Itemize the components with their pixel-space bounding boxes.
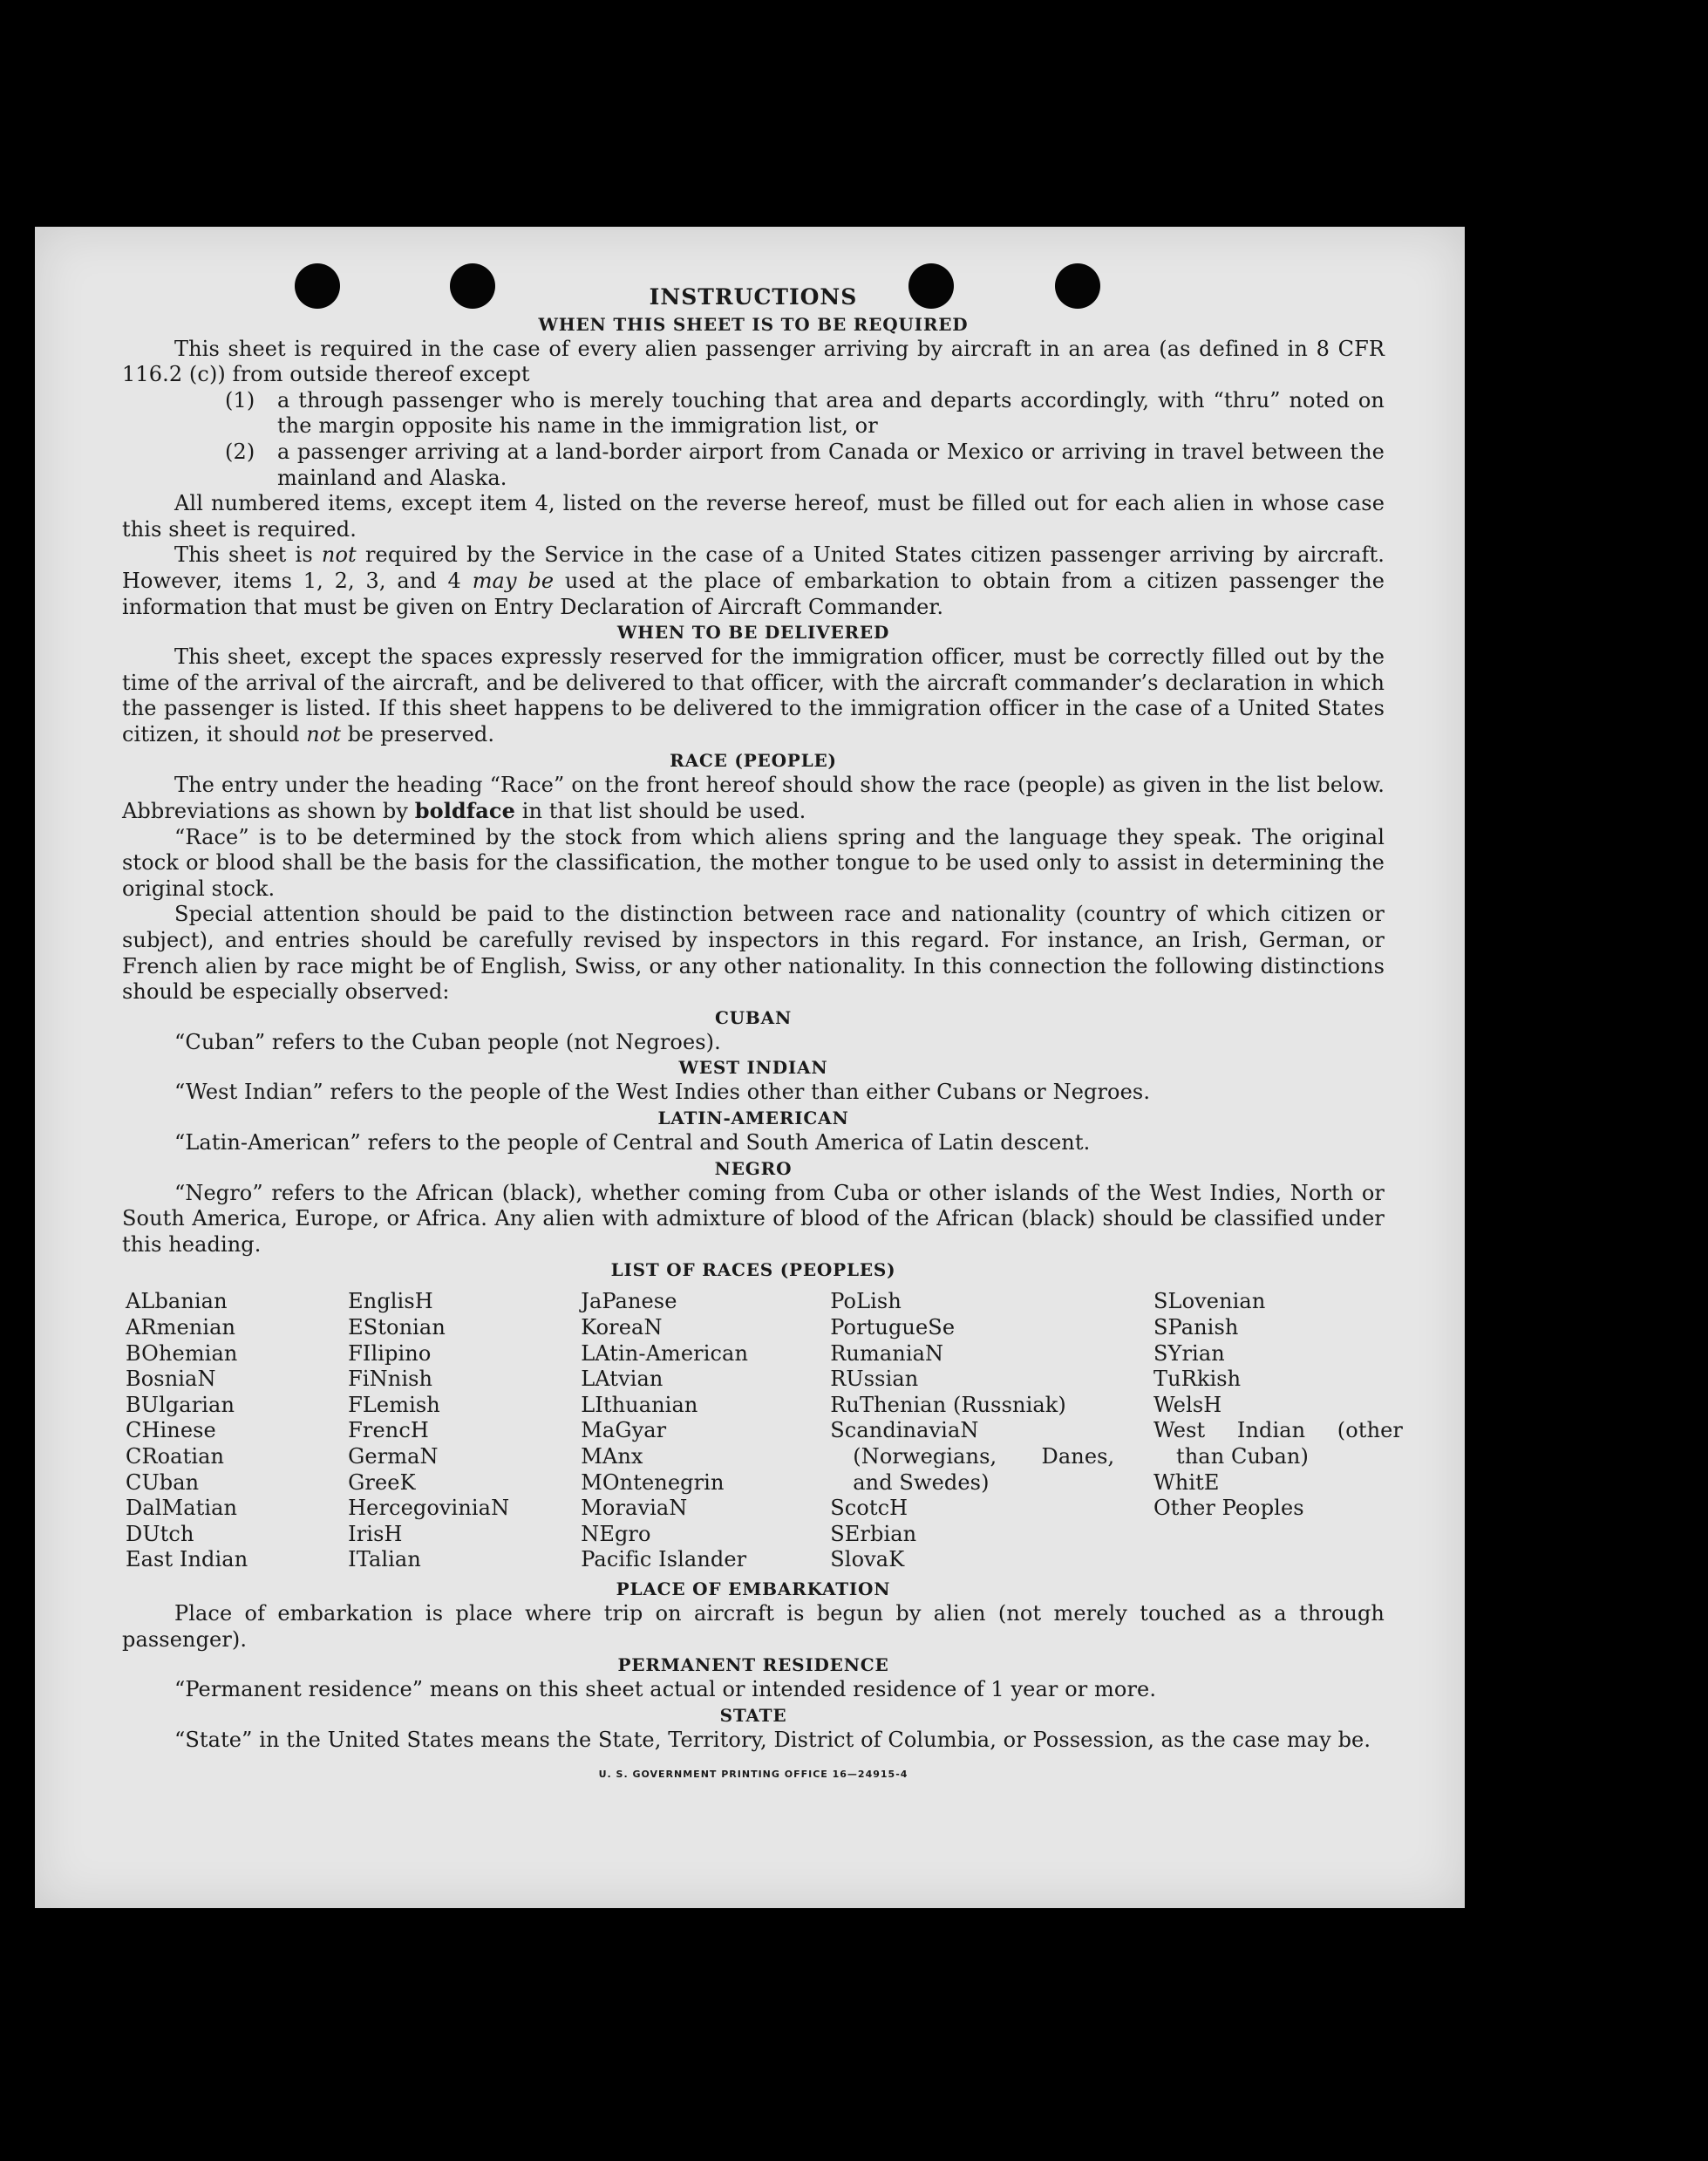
race-item: GermaN (348, 1443, 439, 1469)
races-column-1 (122, 1289, 348, 1573)
page-title: INSTRUCTIONS (649, 284, 858, 310)
race-item: LAtin-American (581, 1340, 749, 1366)
exception-item-2 (122, 440, 1385, 491)
races-column-2 (348, 1289, 581, 1573)
races-list (122, 1289, 1403, 1573)
citizen-paragraph: This sheet is not required by the Service in the case of a United States citizen passenger arriving by aircraft. However, items 1, 2, 3, and 4 may be used at the place of embarkation to obtain from a citizen passenger the information that must be given on Entry Declaration of Aircraft Commander. (122, 542, 1385, 619)
race-item: SlovaK (830, 1547, 905, 1572)
race-item: RuThenian (Russniak) (830, 1392, 1066, 1417)
race-item: Pacific Islander (581, 1547, 747, 1572)
race-paragraph-2: “Race” is to be determined by the stock from which aliens spring and the language they speak. The original stock or blood shall be the basis for the classification, the mother tongue to be used only to assist in determining the original stock. (122, 824, 1385, 901)
race-item: West Indian (other than Cuban) (1153, 1418, 1403, 1469)
cuban-text: “Cuban” refers to the Cuban people (not Negroes). (174, 1029, 721, 1054)
section-heading-latin-american: LATIN-AMERICAN (657, 1108, 849, 1129)
race-item: ALbanian (126, 1289, 228, 1314)
race-item: LAtvian (581, 1367, 663, 1392)
race-item: EStonian (348, 1315, 446, 1340)
race-item: SLovenian (1153, 1289, 1266, 1314)
race-item: MaGyar (581, 1418, 667, 1443)
when-delivered-text: This sheet, except the spaces expressly reserved for the immigration officer, must be correctly filled out by the time of the arrival of the aircraft, and be delivered to that officer, with the aircraft commander’s declaration in which the passenger is listed. If this sheet happens to be delivered to the immigration officer in the case of a United States citizen, it should not be preserved. (122, 644, 1385, 746)
race-item: MOntenegrin (581, 1469, 725, 1495)
negro-text: “Negro” refers to the African (black), whether coming from Cuba or other islands of the West Indies, North or South America, Europe, or Africa. Any alien with admixture of blood of the African (black) should be classified under this heading. (122, 1180, 1385, 1257)
race-item: MAnx (581, 1443, 643, 1469)
race-item: BosniaN (126, 1367, 216, 1392)
race-item: BOhemian (126, 1340, 238, 1366)
item-number: (1) (225, 387, 255, 412)
race-item: SPanish (1153, 1315, 1239, 1340)
race-item: NEgro (581, 1521, 651, 1546)
item-number: (2) (225, 439, 255, 464)
item-text: a through passenger who is merely touching that area and departs accordingly, with “thru” noted on the margin opposite his name in the immigration list, or (277, 387, 1385, 439)
race-item: TuRkish (1153, 1367, 1242, 1392)
race-item: East Indian (126, 1547, 248, 1572)
instructions-content (122, 284, 1403, 1788)
race-item: ScandinaviaN (Norwegians, Danes, and Swedes) (830, 1418, 1115, 1495)
printing-office-footer: U. S. GOVERNMENT PRINTING OFFICE 16—24915-4 (598, 1769, 908, 1781)
section-heading-cuban: CUBAN (714, 1006, 793, 1028)
latin-american-text: “Latin-American” refers to the people of Central and South America of Latin descent. (174, 1130, 1091, 1155)
item-text: a passenger arriving at a land-border airport from Canada or Mexico or arriving in travel between the mainland and Alaska. (277, 439, 1385, 490)
race-item: FiNnish (348, 1367, 433, 1392)
section-heading-when-delivered: WHEN TO BE DELIVERED (616, 622, 890, 644)
race-item: KoreaN (581, 1315, 663, 1340)
race-item: FIlipino (348, 1340, 432, 1366)
document-sheet (35, 227, 1465, 1908)
section-heading-when-required: WHEN THIS SHEET IS TO BE REQUIRED (538, 313, 969, 335)
race-item: CUban (126, 1469, 200, 1495)
race-item: SErbian (830, 1521, 917, 1546)
exception-item-1 (122, 388, 1385, 440)
section-heading-west-indian: WEST INDIAN (678, 1057, 828, 1079)
section-heading-state: STATE (719, 1704, 787, 1726)
race-item: PortugueSe (830, 1315, 956, 1340)
race-item: BUlgarian (126, 1392, 235, 1417)
races-column-3 (581, 1289, 830, 1573)
race-item: HercegoviniaN (348, 1496, 510, 1521)
race-item: GreeK (348, 1469, 416, 1495)
west-indian-text: “West Indian” refers to the people of the West Indies other than either Cubans or Negroes. (174, 1080, 1151, 1105)
race-item: RUssian (830, 1367, 919, 1392)
state-text: “State” in the United States means the State, Territory, District of Columbia, or Possession, as the case may be. (174, 1727, 1371, 1752)
race-item: CHinese (126, 1418, 216, 1443)
race-item: ITalian (348, 1547, 421, 1572)
section-heading-embarkation: PLACE OF EMBARKATION (616, 1578, 891, 1599)
races-column-4 (830, 1289, 1153, 1573)
race-paragraph-3: Special attention should be paid to the distinction between race and nationality (country of which citizen or subject), and entries should be carefully revised by inspectors in this regard. For instance, an Irish, German, or French alien by race might be of English, Swiss, or any other nationality. In this connection the following distinctions should be especially observed: (122, 902, 1385, 1005)
race-item: WhitE (1153, 1469, 1220, 1495)
race-item: DalMatian (126, 1496, 238, 1521)
race-item: SYrian (1153, 1340, 1225, 1366)
embarkation-text: Place of embarkation is place where trip on aircraft is begun by alien (not merely touched as a through passenger). (122, 1600, 1385, 1652)
race-item: DUtch (126, 1521, 194, 1546)
race-item: FrencH (348, 1418, 429, 1443)
race-item: ARmenian (126, 1315, 236, 1340)
race-item: CRoatian (126, 1443, 225, 1469)
race-item: JaPanese (581, 1289, 677, 1314)
section-heading-negro: NEGRO (714, 1157, 793, 1179)
race-item: EnglisH (348, 1289, 433, 1314)
race-item: PoLish (830, 1289, 902, 1314)
section-heading-list-of-races: LIST OF RACES (PEOPLES) (610, 1259, 896, 1281)
race-item: Other Peoples (1153, 1496, 1304, 1521)
permanent-residence-text: “Permanent residence” means on this sheet actual or intended residence of 1 year or more. (174, 1677, 1157, 1702)
race-item: ScotcH (830, 1496, 908, 1521)
race-item: WelsH (1153, 1392, 1222, 1417)
section-heading-permanent-residence: PERMANENT RESIDENCE (617, 1654, 889, 1676)
race-item: IrisH (348, 1521, 403, 1546)
races-column-5 (1153, 1289, 1403, 1573)
when-required-intro: This sheet is required in the case of every alien passenger arriving by aircraft in an area (as defined in 8 CFR 116.2 (c)) from outside thereof except (122, 336, 1385, 387)
race-item: RumaniaN (830, 1340, 944, 1366)
numbered-items-paragraph: All numbered items, except item 4, listed on the reverse hereof, must be filled out for each alien in whose case this sheet is required. (122, 491, 1385, 542)
race-item: MoraviaN (581, 1496, 688, 1521)
race-paragraph-1: The entry under the heading “Race” on the front hereof should show the race (people) as given in the list below. Abbreviations as shown by boldface in that list should be used. (122, 772, 1385, 824)
race-item: LIthuanian (581, 1392, 698, 1417)
race-item: FLemish (348, 1392, 440, 1417)
section-heading-race: RACE (PEOPLE) (670, 749, 837, 771)
